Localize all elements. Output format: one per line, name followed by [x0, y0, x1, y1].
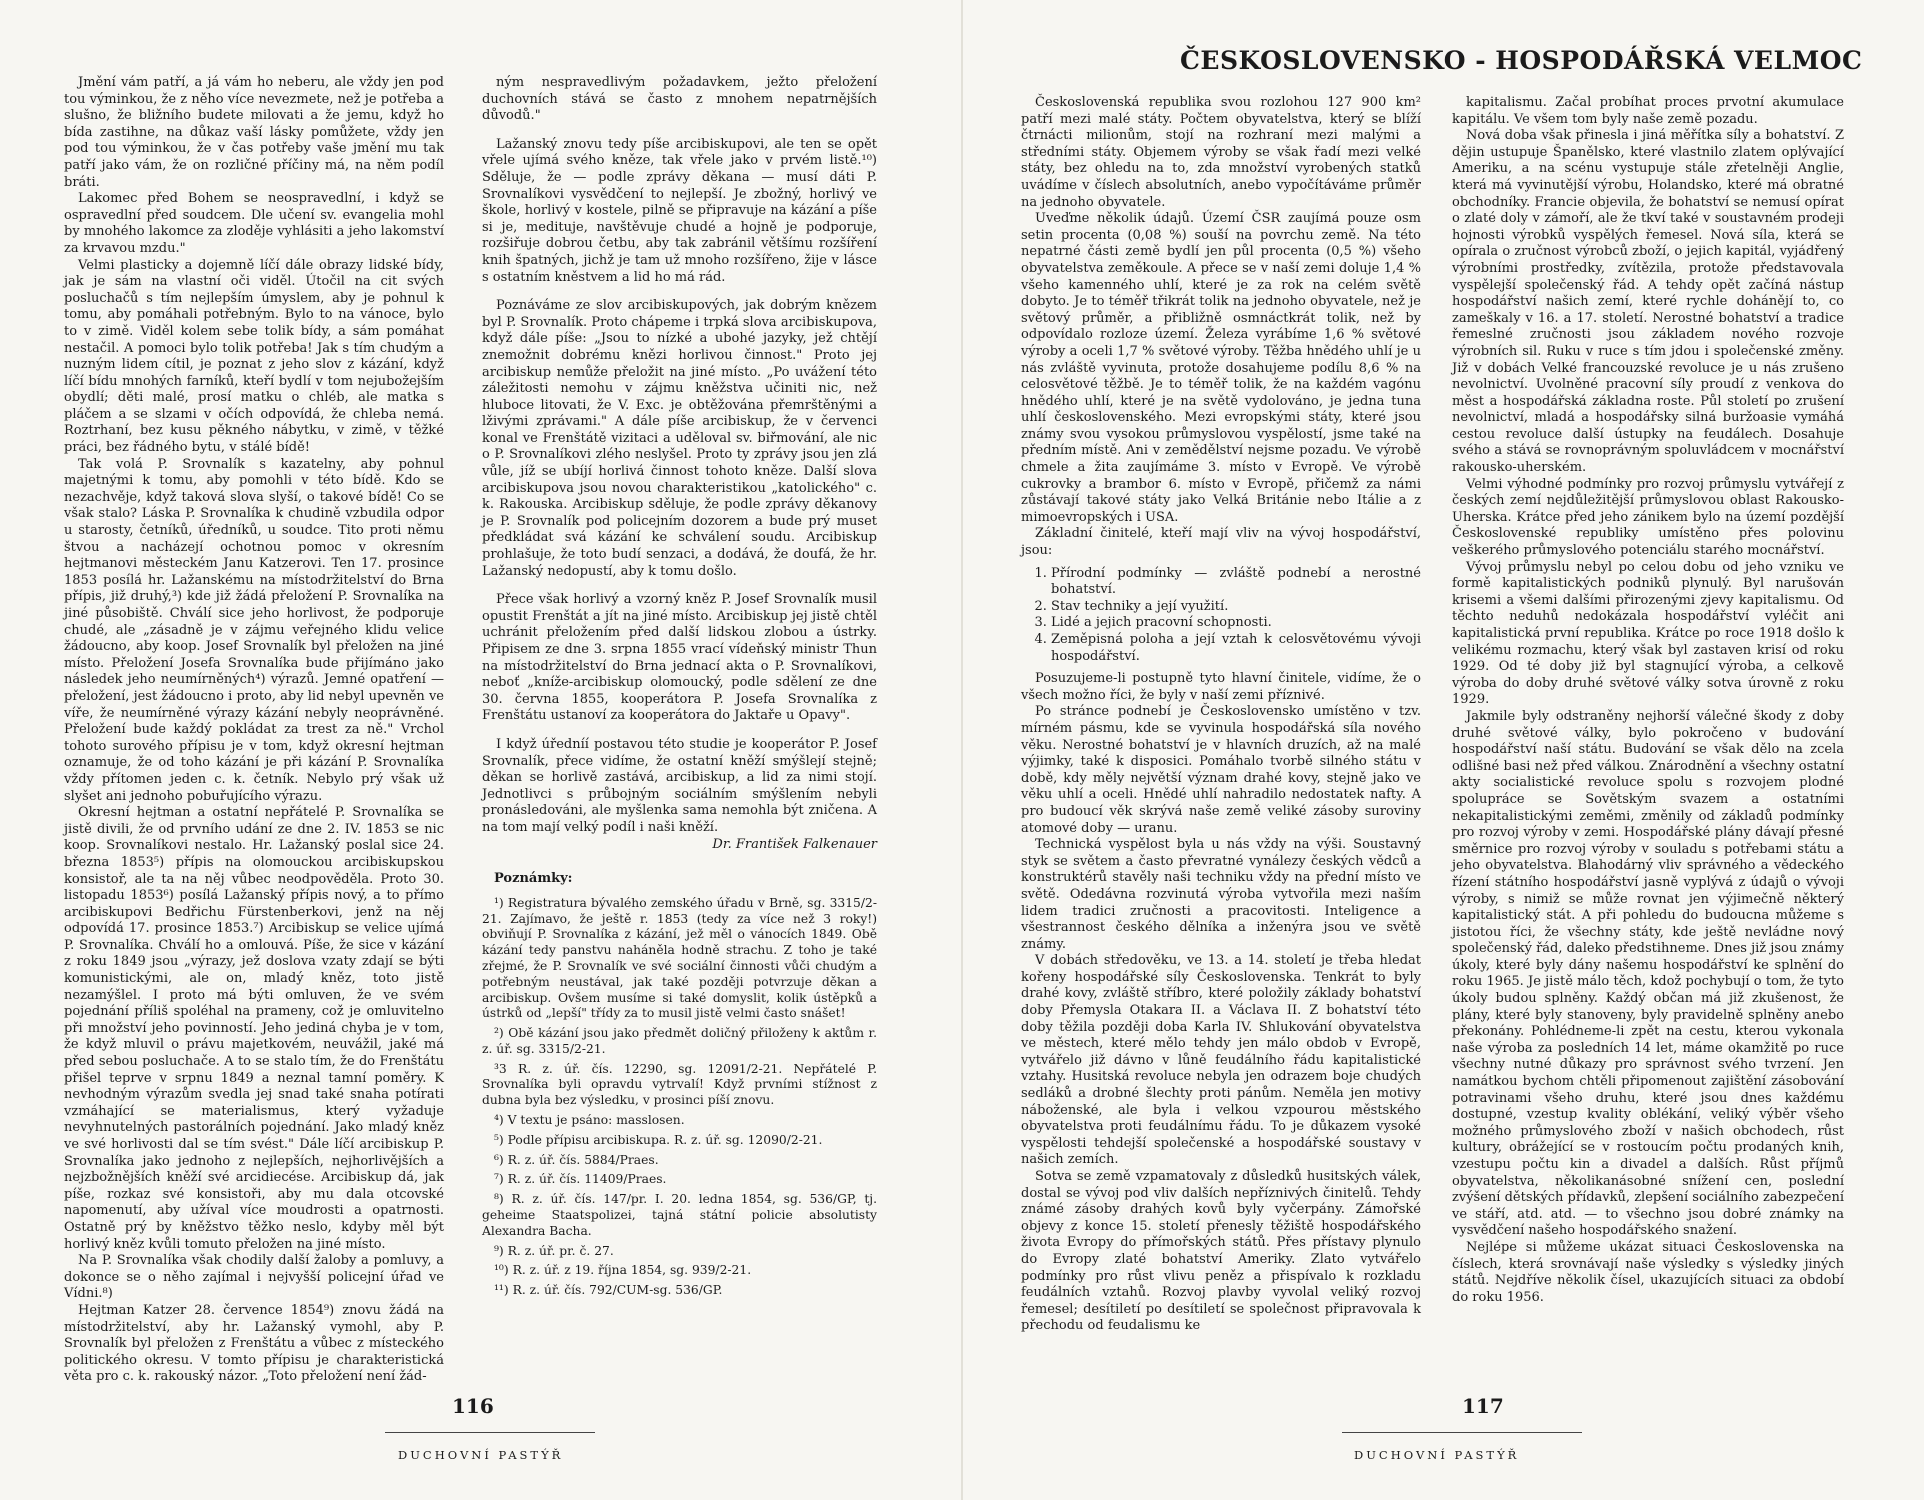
journal-name-left: DUCHOVNÍ PASTÝŘ [398, 1448, 564, 1462]
factor-item: 3. Lidé a jejich pracovní schopnosti. [1051, 615, 1421, 632]
author-signature: Dr. František Falkenauer [712, 836, 877, 852]
left-col2-paragraph: Poznáváme ze slov arcibiskupových, jak dobrým knězem byl P. Srovnalík. Proto chápeme i trpká slova arcibiskupova, když dále píše: „Jsou to nízké a ubohé jazyky, jež chtějí znemožnit dobrému knězi horlivou činnost." Proto jej arcibiskup nemůže přeložit na jiné místo. „Po uvážení této záležitosti nemohu v zájmu kněžstva učiniti nic, než hluboce litovati, že V. Exc. je obtěžována přemrštěnými a lživými zprávami." A dále píše arcibiskup, že v červenci konal ve Frenštátě vizitaci a uděloval sv. biřmování, ale nic o P. Srovnalíkovi zlého neslyšel. Proto ty zprávy jsou jen zlá vůle, jíž se ubíjí horlivá činnost tohoto kněze. Další slova arcibiskupova jsou novou charakteristikou „katolického" c. k. Rakouska. Arcibiskup sděluje, že podle zprávy děkanovy je P. Srovnalík pod policejním dozorem a bude prý muset předkládat svá kázání ke schválení soudu. Arcibiskup prohlašuje, že toto budí senzaci, a dodává, že doufá, že hr. Lažanský nedopustí, aby k tomu došlo. [482, 298, 877, 579]
footnote: ⁶) R. z. úř. čís. 5884/Praes. [494, 1152, 659, 1167]
right-col1-paragraph: Posuzujeme-li postupně tyto hlavní činitele, vidíme, že o všech možno říci, že byly v naší zemi příznivé. [1021, 671, 1421, 703]
article-ending [482, 75, 877, 837]
factor-item: 2. Stav techniky a její využití. [1051, 599, 1421, 616]
factor-item: 1. Přírodní podmínky — zvláště podnebí a nerostné bohatství. [1051, 566, 1421, 599]
left-col1-paragraph: Tak volá P. Srovnalík s kazatelny, aby pohnul majetnými k tomu, aby pomohli v této bídě. Kdo se nezachvěje, když taková slova slyší, o takové bídě! Co se však stalo? Láska P. Srovnalíka k chudině vzbudila odpor u starosty, četníků, úředníků, u soudce. Tito proti němu štvou a nacházejí ochotnou pomoc v okresním hejtmanovi městeckém Janu Katzerovi. Ten 17. prosince 1853 posílá hr. Lažanskému na místodržitelství do Brna přípis, již druhý,³) kde již žádá přeložení P. Srovnalíka na jiné působiště. Chválí sice jeho horlivost, že podporuje chudé, ale „zásadně je v zájmu veřejného klidu velice žádoucno, aby koop. Josef Srovnalík byl přeložen na jiné místo. Přeložení Josefa Srovnalíka bude přijímáno jako následek jeho neumírněných⁴) výrazů. Jemné opatření — přeložení, jest žádoucno i proto, aby lid nebyl upevněn ve víře, že neumírněné výrazy kázání nebyly neoprávněné. Přeložení bude každý pokládat za trest za ně." Vrchol tohoto surového přípisu je v tom, když okresní hejtman oznamuje, že od toho kázání je při kázání P. Srovnalíka vždy přítomen jeden c. k. četník. Nebylo prý však už slyšet ani jednoho pobuřujícího výrazu. [64, 456, 444, 804]
right-page-column-1 [1021, 95, 1421, 1370]
footnote: ⁵) Podle přípisu arcibiskupa. R. z. úř. sg. 12090/2-21. [494, 1132, 823, 1147]
factor-item: 4. Zeměpisná poloha a její vztah k celosvětovému vývoji hospodářství. [1051, 632, 1421, 665]
journal-name-right: DUCHOVNÍ PASTÝŘ [1354, 1448, 1520, 1462]
footnotes [482, 896, 877, 1299]
right-page-column-2 [1452, 95, 1844, 1370]
left-col1-paragraph: Jmění vám patří, a já vám ho neberu, ale vždy jen pod tou výminkou, že z něho více nevezmete, než je potřeba a slušno, že bližního budete milovati a že jemu, když ho bída zastihne, na důkaz vaší lásky pomůžete, vždy jen pod tou výminkou, že v čas potřeby vaše jmění mu tak patří jako vám, že on rozličné příčiny má, na něm podíl bráti. [64, 75, 444, 190]
footnote: ⁴) V textu je psáno: masslosen. [494, 1113, 685, 1128]
left-col1-paragraph: Velmi plasticky a dojemně líčí dále obrazy lidské bídy, jak je sám na vlastní oči viděl. Útočil na cit svých posluchačů s tím nejlepším úmyslem, aby je pohnul k tomu, aby pomáhali potřebným. Bylo to na vánoce, bylo to v zimě. Viděl kolem sebe tolik bídy, a sám pomáhat nestačil. A pomoci bylo tolik potřeba! Jak s tím chudým a nuzným lidem cítil, je poznat z jeho slov z kázání, když líčí bídu mnohých farníků, kteří bydlí v tom nejubožejším obydlí; děti malé, prosí matku o chléb, ale matka s pláčem a se slzami v očích odpovídá, že chleba nemá. Roztrhaní, bez kusu pěkného nábytku, v zimě, v těžké práci, bez řádného bytu, v stálé bídě! [64, 257, 444, 456]
footnote: ³3 R. z. úř. čís. 12290, sg. 12091/2-21. Nepřátelé P. Srovnalíka byli opravdu vytrvalí! Když prvními stížnost z dubna byla bez výsledku, v prosinci píší znovu. [482, 1061, 877, 1108]
right-col1-paragraph: Uveďme několik údajů. Území ČSR zaujímá pouze osm setin procenta (0,08 %) souší na povrchu země. Na této nepatrné části země bydlí jen půl procenta (0,5 %) všeho obyvatelstva zeměkoule. A přece se v naší zemi doluje 1,4 % všeho kamenného uhlí, které je za rok na celém světě dobyto. Je to téměř třikrát tolik na jednoho obyvatele, než je světový průměr, a přibližně osmnáctkrát tolik, než by odpovídalo rozloze území. Železa vyrábíme 1,6 % světové výroby a oceli 1,7 % světové výroby. Těžba hnědého uhlí je u nás zvláště vyvinuta, protože dosahujeme podílu 8,6 % na celosvětové těžbě. Je to téměř tolik, že na každém vagónu hnědého uhlí, které je na světě vydolováno, je jedna tuna uhlí československého. Mezi evropskými státy, které jsou známy svou vysokou průmyslovou vyspělostí, jsme také na předním místě. Ani v zemědělství nejsme pozadu. Ve výrobě chmele a žita zaujímáme 3. místo v Evropě. Ve výrobě cukrovky a brambor 6. místo v Evropě, přičemž za námi zůstávají takové státy jako Velká Británie nebo Itálie a z mimoevropských i USA. [1021, 211, 1421, 525]
right-col2-paragraph: Vývoj průmyslu nebyl po celou dobu od jeho vzniku ve formě kapitalistických podniků plynulý. Byl narušován krisemi a všemi dalšími přirozenými zjevy kapitalismu. Od těchto neduhů nedokázala hospodářství vyléčit ani kapitalistická první republika. Krátce po roce 1918 došlo k velikému rozmachu, který však byl zastaven krisí od roku 1929. Od té doby již byl stagnující výroba, a celkově výroba do doby druhé světové války sotva úrovně z roku 1929. [1452, 559, 1844, 708]
right-col2-paragraph: kapitalismu. Začal probíhat proces prvotní akumulace kapitálu. Ve všem tom byly naše země pozadu. [1452, 95, 1844, 127]
intro-paragraphs [1021, 95, 1421, 560]
right-col1-paragraph: Technická vyspělost byla u nás vždy na výši. Soustavný styk se světem a často převratné vynálezy českých vědců a konstruktérů stavěly naši techniku vždy na přední místo ve světě. Odedávna rozvinutá výroba vytvořila mezi naším lidem tradici zručnosti a pracovitosti. Inteligence a všestrannost českého dělníka a inženýra jsou ve světě známy. [1021, 837, 1421, 952]
right-col1-paragraph: V dobách středověku, ve 13. a 14. století je třeba hledat kořeny hospodářské síly Československa. Tenkrát to byly drahé kovy, zvláště stříbro, které položily základy bohatství doby Přemysla Otakara II. a Václava II. Z bohatství této doby těžila později doba Karla IV. Shlukování obyvatelstva ve městech, které mělo tehdy jen málo obdob v Evropě, vytvářelo již dávno v lůně feudálního řádu kapitalistické vztahy. Husitská revoluce nebyla jen odrazem boje chudých sedláků a drobné šlechty proti pánům. Neměla jen motivy náboženské, ale byla i velkou vzpourou městského obyvatelstva proti feudálnímu řádu. To je důkazem vysoké vyspělosti tehdejší společenské a hospodářské soustavy v našich zemích. [1021, 953, 1421, 1168]
right-col2-paragraph: Velmi výhodné podmínky pro rozvoj průmyslu vytvářejí z českých zemí nejdůležitější průmyslovou oblast Rakousko-Uherska. Krátce před jeho zánikem bylo na území pozdější Československé republiky umístěno přes polovinu veškerého průmyslového potenciálu starého mocnářství. [1452, 476, 1844, 559]
right-col2-paragraph: Nejlépe si můžeme ukázat situaci Československa na číslech, která srovnávají naše výsledky s výsledky jiných států. Nejdříve několik čísel, ukazujících situaci za období do roku 1956. [1452, 1239, 1844, 1305]
footnote: ¹⁰) R. z. úř. z 19. října 1854, sg. 939/2-21. [494, 1263, 752, 1278]
left-col1-paragraph: Okresní hejtman a ostatní nepřátelé P. Srovnalíka se jistě divili, že od prvního udání ze dne 2. IV. 1853 se nic koop. Srovnalíkovi nestalo. Hr. Lažanský poslal sice 24. března 1853⁵) přípis na olomouckou arcibiskupskou konsistoř, ale ta na něj vůbec neodpověděla. Proto 30. listopadu 1853⁶) posílá Lažanský přípis nový, a to přímo arcibiskupovi Bedřichu Fürstenberkovi, jenž na něj odpovídá 17. prosince 1853.⁷) Arcibiskup se velice ujímá P. Srovnalíka. Chválí ho a omlouvá. Píše, že sice v kázání z roku 1849 jsou „výrazy, jež doslova vzaty zdají se býti komunistickými, ale on, mladý kněz, toto jistě nezamýšlel. I proto má býti omluven, že ve svém pojednání příliš spoléhal na prameny, což je omluvitelno při množství jeho povinností. Jeho jediná chyba je v tom, že když mluvil o právu majetkovém, neuvážil, jaké má před sebou posluchače. A to se stalo tím, že do Frenštátu přišel teprve v srpnu 1849 a neznal tamní poměry. K nevhodným výrazům svedla jej snad také snaha potírati vzmáhající se materialismus, který vyžaduje nevyhnutelných pastorálních pojednání. Jako mladý kněz ve své horlivosti dal se tím svést." Dále líčí arcibiskup P. Srovnalíka jako jednoho z nejlepších, nejhorlivějších a nejzbožnějších kněží své arcidiecése. Arcibiskup dá, jak píše, rozkaz své konsistoři, aby mu dala otcovské napomenutí, aby užíval více moudrosti a opatrnosti. Ostatně prý by kněžstvo těžko neslo, kdyby měl být horlivý kněz kvůli tomuto přeložen na jiné místo. [64, 805, 444, 1252]
footer-rule-right [1342, 1432, 1582, 1433]
right-col1-paragraph: Sotva se země vzpamatovaly z důsledků husitských válek, dostal se vývoj pod vliv dalších nepříznivých činitelů. Tehdy známé zásoby drahých kovů byly vyčerpány. Zámořské objevy z konce 15. století přenesly těžiště hospodářského života Evropy do přímořských států. Přes přístavy plynulo do Evropy zlaté bohatství Ameriky. Zlato vytvářelo podmínky pro růst vlivu peněz a přispívalo k rozkladu feudálních vztahů. Rozvoj plavby vyvolal veliký rozvoj řemesel; desítiletí po desítiletí se společnost připravovala k přechodu od feudalismu ke [1021, 1169, 1421, 1334]
footnote: ⁸) R. z. úř. čís. 147/pr. I. 20. ledna 1854, sg. 536/GP, tj. geheime Staatspolizei, tajná státní policie absolutisty Alexandra Bacha. [482, 1192, 877, 1238]
right-col1-paragraph: Po stránce podnebí je Československo umístěno v tzv. mírném pásmu, kde se vyvinula hospodářská síla nového věku. Nerostné bohatství je v hlavních druzích, až na malé výjimky, také k disposici. Pomáhalo tvorbě silného státu v době, kdy měly největší význam drahé kovy, stejně jako ve věku uhlí a oceli. Hnědé uhlí nahradilo nedostatek nafty. A pro budoucí věk skrývá naše země veliké zásoby suroviny atomové doby — uranu. [1021, 704, 1421, 836]
left-page-column-1 [64, 75, 444, 1385]
right-page [962, 0, 1924, 1500]
left-col2-paragraph: Lažanský znovu tedy píše arcibiskupovi, ale ten se opět vřele ujímá svého kněze, tak vřele jako v prvém listě.¹⁰) Sděluje, že — podle zprávy děkana — musí dáti P. Srovnalíkovi vysvědčení to nejlepší. Je zbožný, horlivý ve škole, horlivý v kostele, pilně se připravuje na kázání a píše si je, medituje, navštěvuje chudé a hojně je podporuje, rozšiřuje dobrou četbu, aby tak zabránil většímu rozšíření knih špatných, jichž je tam už mnoho rozšířeno, žije v lásce s ostatním kněstvem a lid ho má rád. [482, 136, 877, 285]
page-number-right: 117 [1462, 1394, 1504, 1418]
right-col2-paragraph: Jakmile byly odstraněny nejhorší válečné škody z doby druhé světové války, bylo pokročeno v budování hospodářství naší státu. Budování se však dělo na zcela odlišné basi než před válkou. Znárodnění a všechny ostatní akty socialistické revoluce spolu s rozvojem plodné spolupráce se Sovětským svazem a ostatními nekapitalistickými zeměmi, změnily od základů podmínky pro rozvoj výroby v zemi. Hospodářské plány dávají přesné směrnice pro rozvoj výroby v souladu s potřebami státu a jeho obyvatelstva. Blahodárný vliv správného a vědeckého řízení státního hospodářství jasně vyplývá z údajů o vývoji výroby, s nimiž se může rovnat jen výjimečně některý kapitalistický stát. A při pohledu do budoucna můžeme s jistotou říci, že všechny státy, kde ještě nevládne nový společenský řád, daleko předstihneme. Dnes již jsou známy úkoly, které byly dány našemu hospodářství ke splnění do roku 1965. Je jistě málo těch, kdož pochybují o tom, že tyto úkoly budou splněny. Každý občan má již zkušenost, že plány, které byly stanoveny, byly pravidelně splněny anebo překonány. Pohlédneme-li zpět na cestu, kterou vykonala naše výroba za posledních 14 let, máme okamžitě po ruce všechny nutné důkazy pro správnost svého tvrzení. Jen namátkou bychom chtěli připomenout zajištění zásobování potravinami všeho druhu, které jsou dnes každému dostupné, vzestup kvality oblékání, veliký výběr všeho možného průmyslového zboží v našich obchodech, růst kultury, obrážející se v rostoucím počtu prodaných knih, vzestupu počtu kin a divadel a dalších. Růst příjmů obyvatelstva, několikanásobné snížení cen, poslední zvýšení dětských přídavků, zlepšení sociálního zabezpečení ve stáří, atd. atd. — to všechno jsou dobré známky na vysvědčení našeho hospodářského snažení. [1452, 708, 1844, 1239]
factors-list [1021, 566, 1421, 666]
right-col2-paragraph: Nová doba však přinesla i jiná měřítka síly a bohatství. Z dějin ustupuje Španělsko, které vlastnilo zlatem oplývající Ameriku, a na scénu vystupuje stále zřetelněji Anglie, která má vyvinutější výrobu, Holandsko, které má obratné obchodníky. Francie objevila, že bohatství se nemusí opírat o zlaté doly v zámoří, ale že tkví také v soustavném prodeji hojnosti výrobků vyspělých řemesel. Nová síla, která se opírala o zručnost výrobců zboží, o jejich kapitál, vyjádřený výrobními prostředky, zvítězila, protože představovala vyspělejší společenský řád. A tehdy opět začíná nástup hospodářství našich zemí, které rychle dohánějí to, co zameškaly v 16. a 17. století. Nerostné bohatství a tradice řemeslné zručnosti jsou základem nového rozvoje výrobních sil. Ruku v ruce s tím jdou i společenské změny. Již v dobách Velké francouzské revoluce je u nás zrušeno nevolnictví. Uvolněné pracovní síly proudí z venkova do měst a hospodářská základna roste. Půl století po zrušení nevolnictví, mladá a hospodářsky silná buržoasie vymáhá cestou revoluce další ústupky na feudálech. Dosahuje svého a stává se rovnoprávným spoluvládcem v mocnářství rakousko-uherském. [1452, 128, 1844, 476]
left-col1-paragraph: Na P. Srovnalíka však chodily další žaloby a pomluvy, a dokonce se o něho zajímal i nejvyšší policejní úřad ve Vídni.⁸) [64, 1253, 444, 1302]
footnote: ⁷) R. z. úř. čís. 11409/Praes. [494, 1172, 667, 1187]
notes-heading: Poznámky: [494, 871, 573, 887]
left-col2-paragraph: I když úředníí postavou této studie je kooperátor P. Josef Srovnalík, přece vidíme, že ostatní kněží smýšlejí stejně; děkan se horlivě zastává, arcibiskup, a lid za nimi stojí. Jednotlivci s průbojným sociálním smýšlením nebyli pronásledováni, ale myšlenka sama nemohla být zničena. A na tom mají velký podíl i naši kněží. [482, 736, 877, 835]
footnote: ²) Obě kázání jsou jako předmět doličný přiloženy k aktům r. z. úř. sg. 3315/2-21. [482, 1026, 877, 1056]
article-title: ČESKOSLOVENSKO - HOSPODÁŘSKÁ VELMOC [1180, 46, 1863, 75]
history-paragraphs [1021, 671, 1421, 1335]
footnote: ⁹) R. z. úř. pr. č. 27. [494, 1243, 614, 1258]
left-col2-paragraph: ným nespravedlivým požadavkem, ježto přeložení duchovních stává se často z mnohem nepatrnějších důvodů." [482, 75, 877, 124]
footnote: ¹) Registratura bývalého zemského úřadu v Brně, sg. 3315/2-21. Zajímavo, že ještě r. 1853 (tedy za více než 3 roky!) obviňují P. Srovnalíka z kázání, jež měl o vánocích 1849. Obě kázání tedy panstvu naháněla hodně strachu. Z toho je také zřejmé, že P. Srovnalík ve své sociální činnosti vůči chudým a potřebným neustával, jak také později potvrzuje děkan a arcibiskup. Ovšem musíme si také domyslit, kolik ústěpků a ústrků od „lepší" třídy za to musil jistě velmi často snášet! [482, 895, 877, 1021]
left-page-column-2 [482, 75, 877, 1365]
right-col1-paragraph: Základní činitelé, kteří mají vliv na vývoj hospodářství, jsou: [1021, 526, 1421, 559]
page-number-left: 116 [452, 1394, 494, 1418]
footer-rule-left [385, 1432, 595, 1433]
footnote: ¹¹) R. z. úř. čís. 792/CUM-sg. 536/GP. [494, 1283, 723, 1298]
left-col2-paragraph: Přece však horlivý a vzorný kněz P. Josef Srovnalík musil opustit Frenštát a jít na jiné místo. Arcibiskup jej jistě chtěl uchránit přeložením před další lidskou zlobou a ústrky. Připisem ze dne 3. srpna 1855 vrací vídeňský ministr Thun na místodržitelství do Brna jednací akta o P. Srovnalíkovi, neboť „kníže-arcibiskup olomoucký, podle sdělení ze dne 30. června 1855, kooperátora P. Josefa Srovnalíka z Frenštátu ustanoví za kooperátora do Jaktaře u Opavy". [482, 592, 877, 724]
left-col1-paragraph: Hejtman Katzer 28. července 1854⁹) znovu žádá na místodržitelství, aby hr. Lažanský vymohl, aby P. Srovnalík byl přeložen z Frenštátu a vůbec z místeckého politického okresu. V tomto přípisu je charakteristická věta pro c. k. rakouský názor. „Toto přeložení není žád- [64, 1302, 444, 1385]
left-col1-paragraph: Lakomec před Bohem se neospravedlní, i když se ospravedlní před soudcem. Dle učení sv. evangelia mohl by mnohého lakomce za zloděje vyhlásiti a jeho lakomství za krvavou mzdu." [64, 191, 444, 256]
right-col1-paragraph: Československá republika svou rozlohou 127 900 km² patří mezi malé státy. Počtem obyvatelstva, který se blíží čtrnácti milionům, stojí na rozhraní mezi malými a středními státy. Objemem výroby se však řadí mezi velké státy, bez ohledu na to, zda množství vyrobených statků uvádíme v číslech absolutních, anebo vypočítáváme průměr na jednoho obyvatele. [1021, 95, 1421, 210]
